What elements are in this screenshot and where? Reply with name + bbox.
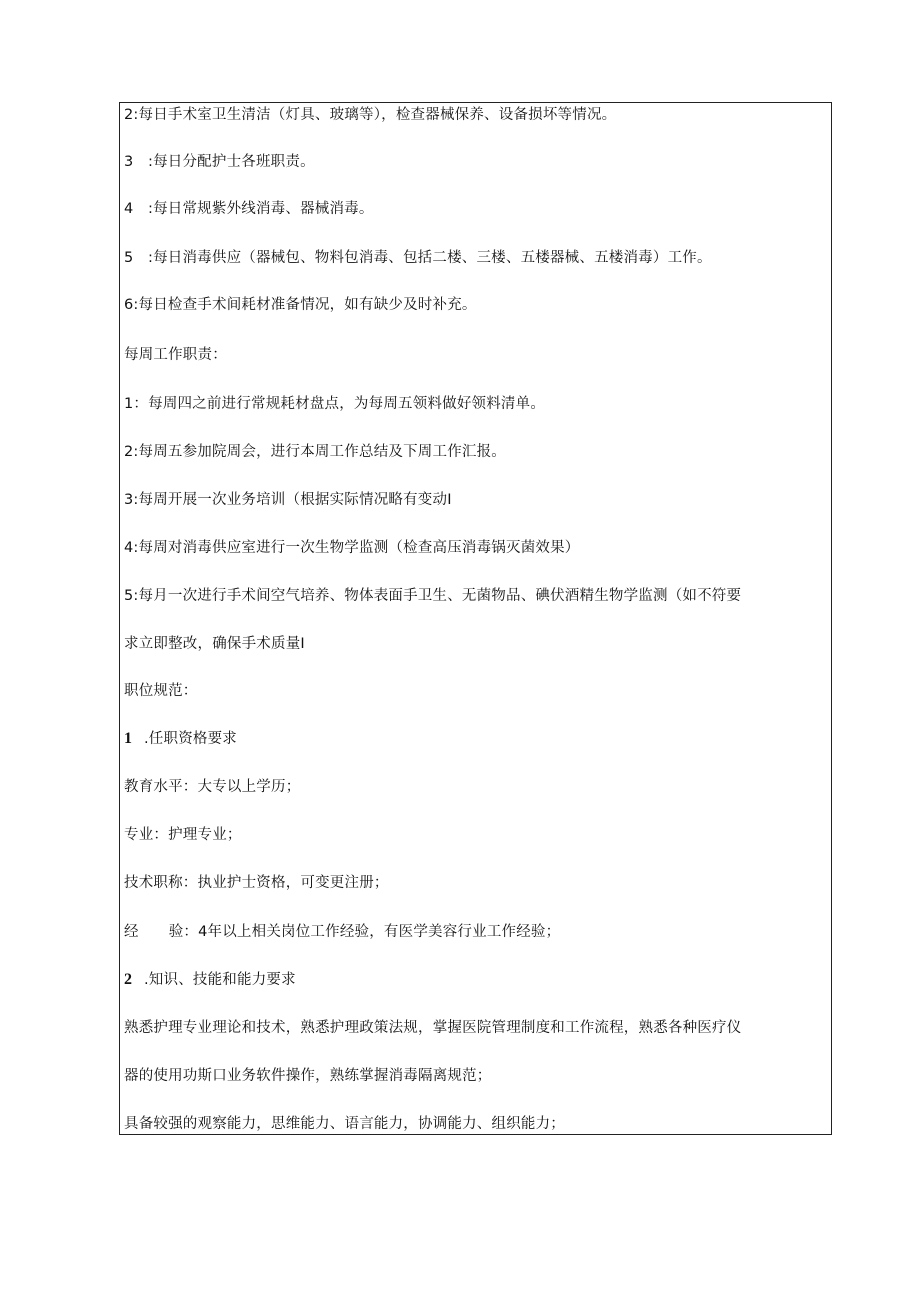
item-text: :每日分配护士各班职责。 [148, 154, 315, 170]
position-spec-heading: 职位规范： [124, 683, 198, 699]
duty-daily-4 [124, 200, 374, 218]
section-title: .任职资格要求 [144, 731, 238, 747]
duty-monthly-5-continued: 求立即整改，确保手术质量I [124, 636, 305, 652]
duty-daily-2: 2:每日手术室卫生清洁（灯具、玻璃等），检查器械保养、设备损坏等情况。 [124, 107, 617, 123]
duty-daily-5 [124, 249, 712, 267]
duty-weekly-2: 2:每周五参加院周会，进行本周工作总结及下周工作汇报。 [124, 444, 507, 460]
skills-heading [124, 971, 296, 989]
item-text: :每日常规紫外线消毒、器械消毒。 [148, 201, 374, 217]
section-title: .知识、技能和能力要求 [144, 972, 296, 988]
experience-text: 验：4年以上相关岗位工作经验，有医学美容行业工作经验； [168, 924, 561, 940]
duty-weekly-4: 4:每周对消毒供应室进行一次生物学监测（检查高压消毒锅灭菌效果） [124, 540, 580, 556]
duty-weekly-3: 3:每周开展一次业务培训（根据实际情况略有变动I [124, 492, 452, 508]
duty-daily-6: 6:每日检查手术间耗材准备情况，如有缺少及时补充。 [124, 297, 477, 313]
section-number: 1 [124, 730, 133, 747]
weekly-duties-heading: 每周工作职责： [124, 347, 227, 363]
section-number: 2 [124, 971, 133, 988]
document-table-cell [119, 102, 832, 1135]
item-number: 3 [124, 154, 134, 170]
item-text: :每日消毒供应（器械包、物料包消毒、包括二楼、三楼、五楼器械、五楼消毒）工作。 [148, 250, 712, 266]
duty-daily-3 [124, 153, 315, 171]
education-level: 教育水平：大专以上学历； [124, 779, 301, 795]
qualification-heading [124, 730, 237, 748]
duty-weekly-1: 1：每周四之前进行常规耗材盘点，为每周五领料做好领料清单。 [124, 396, 546, 412]
major: 专业：护理专业； [124, 827, 242, 843]
item-number: 4 [124, 201, 134, 217]
duty-monthly-5: 5:每月一次进行手术间空气培养、物体表面手卫生、无菌物品、碘伏酒精生物学监测（如不符要 [124, 588, 742, 604]
professional-title: 技术职称：执业护士资格，可变更注册； [124, 875, 389, 891]
knowledge-requirement-continued: 器的使用功斯口业务软件操作，熟练掌握消毒隔离规范； [124, 1068, 492, 1084]
experience-label-part-1: 经 [124, 924, 139, 940]
item-number: 5 [124, 250, 134, 266]
experience [124, 923, 560, 941]
knowledge-requirement: 熟悉护理专业理论和技术，熟悉护理政策法规，掌握医院管理制度和工作流程，熟悉各种医疗仪 [124, 1020, 742, 1036]
ability-requirement: 具备较强的观察能力，思维能力、语言能力，协调能力、组织能力； [124, 1116, 565, 1132]
